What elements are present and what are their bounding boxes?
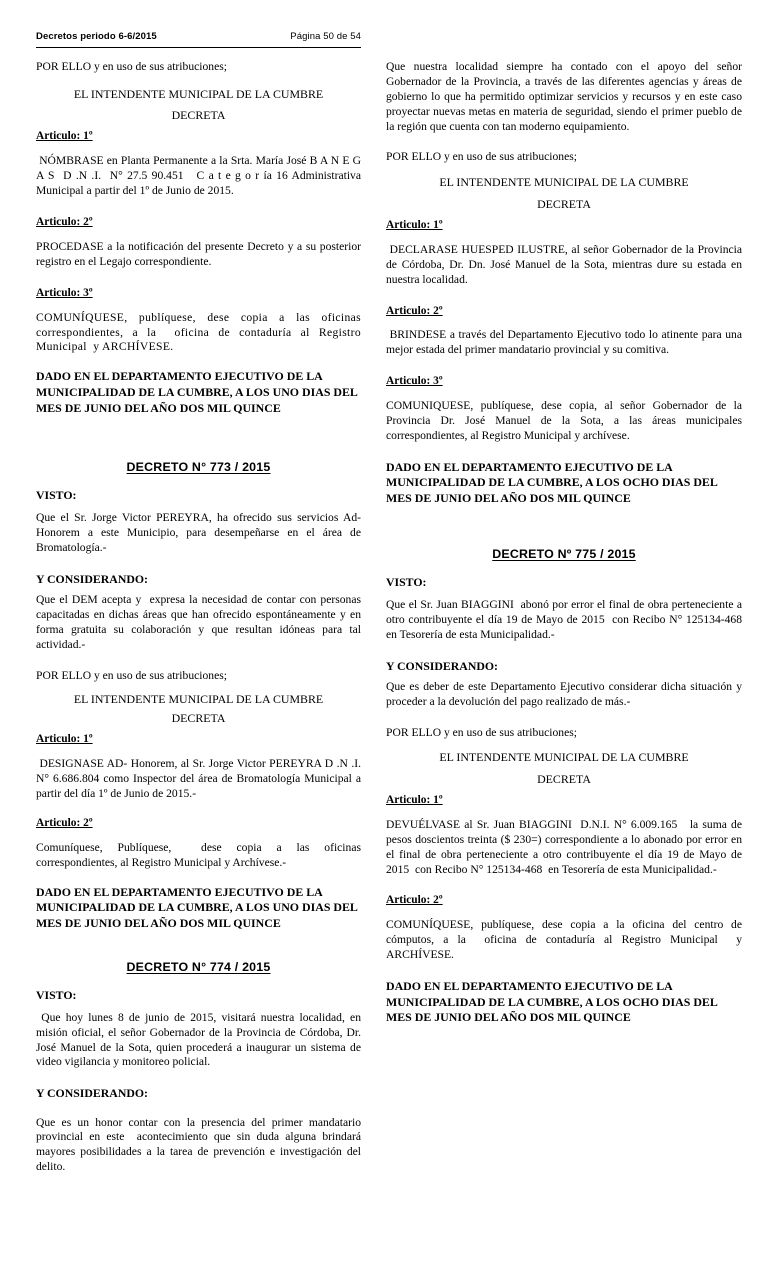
visto-body: Que el Sr. Juan BIAGGINI abonó por error el final de obra perteneciente a otro contribuyente el día 19 de Mayo de 2015 con Recibo N° 125134-468 en Tesorería de esta Municipalidad.- xyxy=(386,597,748,641)
articulo-2-heading: Articulo: 2º xyxy=(386,894,443,907)
visto-heading: VISTO: xyxy=(36,987,77,1002)
articulo-2-body: BRINDESE a través del Departamento Ejecutivo todo lo atinente para una mejor estada del primer mandatario provincial y su comitiva. xyxy=(386,328,745,357)
articulo-1-body: NÓMBRASE en Planta Permanente a la Srta. María José B A N E G A S D .N .I. N° 27.5 90.451 C a t e g o r ía 16 Administrativa Municipal a partir del 1º de Junio de 2015. xyxy=(36,154,367,198)
decreto-774-title: DECRETO N° 774 / 2015 xyxy=(126,959,271,974)
intendente-line: EL INTENDENTE MUNICIPAL DE LA CUMBRE xyxy=(73,86,324,101)
articulo-3-heading: Articulo: 3º xyxy=(386,375,443,388)
decreta-line: DECRETA xyxy=(171,108,226,123)
decreta-line: DECRETA xyxy=(537,196,591,211)
intendente-line: EL INTENDENTE MUNICIPAL DE LA CUMBRE xyxy=(439,175,689,190)
decreta-line: DECRETA xyxy=(171,711,226,726)
articulo-1-heading: Articulo: 1º xyxy=(386,218,443,231)
considerando-heading: Y CONSIDERANDO: xyxy=(386,658,498,673)
visto-heading: VISTO: xyxy=(36,488,77,503)
articulo-1-body: DESIGNASE AD- Honorem, al Sr. Jorge Victor PEREYRA D .N .I. N° 6.686.804 como Inspector del área de Bromatología Municipal a partir del día 1º de Junio de 2015.- xyxy=(36,757,364,801)
considerando-body-continued: Que nuestra localidad siempre ha contado con el apoyo del señor Gobernador de la Provincia, a través de las diferentes agencias y áreas de gobierno lo que ha permitido optimizar servicios y recursos y en este caso proyectar nuevas metas en materia de seguridad, siendo el primer pueblo de la región que cuenta con tan moderno equipamiento. xyxy=(386,60,745,133)
articulo-2-heading: Articulo: 2º xyxy=(36,816,93,829)
articulo-3-body: COMUNIQUESE, publíquese, dese copia, al señor Gobernador de la Provincia Dr. José Manuel de la Sota, a las áreas municipales correspondientes, al Registro Municipal y archívese. xyxy=(386,399,745,442)
articulo-2-heading: Articulo: 2º xyxy=(386,304,443,317)
header-document-title: Decretos periodo 6-6/2015 xyxy=(36,31,157,42)
intendente-line: EL INTENDENTE MUNICIPAL DE LA CUMBRE xyxy=(439,750,689,765)
articulo-2-heading: Articulo: 2º xyxy=(36,216,93,229)
decreto-774-continued xyxy=(386,60,745,507)
decreto-775-title: DECRETO Nº 775 / 2015 xyxy=(492,546,636,561)
por-ello-line: POR ELLO y en uso de sus atribuciones; xyxy=(386,725,577,739)
considerando-body: Que el DEM acepta y expresa la necesidad de contar con personas capacitadas en dichas áreas que han ofrecido espontáneamente y en forma gratuita su colaboración y que resultan idóneas para tal actividad.- xyxy=(36,593,364,651)
articulo-1-heading: Articulo: 1º xyxy=(36,733,93,746)
considerando-body: Que es deber de este Departamento Ejecutivo considerar dicha situación y proceder a la devolución del pago realizado de más.- xyxy=(386,679,745,708)
por-ello-line: POR ELLO y en uso de sus atribuciones; xyxy=(36,60,227,73)
considerando-heading: Y CONSIDERANDO: xyxy=(36,572,148,587)
articulo-3-heading: Articulo: 3º xyxy=(36,286,93,299)
articulo-2-body: Comuníquese, Publíquese, dese copia a las oficinas correspondientes, al Registro Municipal y Archívese.- xyxy=(36,840,364,869)
articulo-2-body: PROCEDASE a la notificación del presente Decreto y a su posterior registro en el Legajo correspondiente. xyxy=(36,239,364,268)
intendente-line: EL INTENDENTE MUNICIPAL DE LA CUMBRE xyxy=(73,691,324,706)
decreto-772-tail xyxy=(36,60,367,416)
por-ello-line: POR ELLO y en uso de sus atribuciones; xyxy=(36,668,227,682)
decreta-line: DECRETA xyxy=(537,771,591,786)
page-header xyxy=(36,31,361,45)
decreto-773-title: DECRETO N° 773 / 2015 xyxy=(126,460,271,475)
por-ello-line: POR ELLO y en uso de sus atribuciones; xyxy=(386,150,577,164)
visto-heading: VISTO: xyxy=(386,574,427,589)
articulo-3-body: COMUNÍQUESE, publíquese, dese copia a las oficinas correspondientes, a la oficina de contaduría al Registro Municipal y ARCHÍVESE. xyxy=(36,310,365,354)
header-page-number: Página 50 de 54 xyxy=(290,31,361,42)
articulo-1-body: DEVUÉLVASE al Sr. Juan BIAGGINI D.N.I. N° 6.009.165 la suma de pesos doscientos treinta ($ 230=) correspondiente a lo abonado por error en el final de obra perteneciente a otro contribuyente el día 19 de Mayo de 2015 con Recibo N° 125134-468 en Tesorería de esta Municipalidad.- xyxy=(386,817,745,876)
visto-body: Que hoy lunes 8 de junio de 2015, visitará nuestra localidad, en misión oficial, el señor Gobernador de la Provincia de Córdoba, Dr. José Manuel de la Sota, quien procederá a inaugurar un sistema de video vigilancia y monitoreo policial. xyxy=(36,1010,364,1069)
header-divider xyxy=(36,47,361,48)
decreto-774 xyxy=(36,959,364,1175)
articulo-1-heading: Articulo: 1º xyxy=(386,794,443,807)
decreto-773 xyxy=(36,460,364,931)
articulo-1-heading: Articulo: 1º xyxy=(36,130,93,143)
decreto-775 xyxy=(386,546,748,1026)
considerando-body: Que es un honor contar con la presencia del primer mandatario provincial en este acontecimiento que sin duda alguna brindará mayores posibilidades a la tarea de prevención e investigación del delito. xyxy=(36,1115,364,1174)
articulo-1-body: DECLARASE HUESPED ILUSTRE, al señor Gobernador de la Provincia de Córdoba, Dr. Dn. José Manuel de la Sota, mientras dure su estada en nuestra localidad. xyxy=(386,242,745,286)
right-column xyxy=(386,60,748,1026)
articulo-2-body: COMUNÍQUESE, publíquese, dese copia a la oficina del centro de cómputos, a la oficina de contaduría al Registro Municipal y ARCHÍVESE. xyxy=(386,918,745,962)
left-column xyxy=(36,60,367,1175)
dado-clause: DADO EN EL DEPARTAMENTO EJECUTIVO DE LA MUNICIPALIDAD DE LA CUMBRE, A LOS UNO DIAS DEL MES DE JUNIO DEL AÑO DOS MIL QUINCE xyxy=(36,884,361,930)
dado-clause: DADO EN EL DEPARTAMENTO EJECUTIVO DE LA MUNICIPALIDAD DE LA CUMBRE, A LOS OCHO DIAS DEL MES DE JUNIO DEL AÑO DOS MIL QUINCE xyxy=(386,979,721,1025)
visto-body: Que el Sr. Jorge Victor PEREYRA, ha ofrecido sus servicios Ad- Honorem a este Municipio, para desempeñarse en el área de Bromatología.- xyxy=(36,511,364,555)
dado-clause: DADO EN EL DEPARTAMENTO EJECUTIVO DE LA MUNICIPALIDAD DE LA CUMBRE, A LOS UNO DIAS DEL MES DE JUNIO DEL AÑO DOS MIL QUINCE xyxy=(36,369,361,415)
dado-clause: DADO EN EL DEPARTAMENTO EJECUTIVO DE LA MUNICIPALIDAD DE LA CUMBRE, A LOS OCHO DIAS DEL MES DE JUNIO DEL AÑO DOS MIL QUINCE xyxy=(386,459,721,506)
considerando-heading: Y CONSIDERANDO: xyxy=(36,1086,148,1101)
